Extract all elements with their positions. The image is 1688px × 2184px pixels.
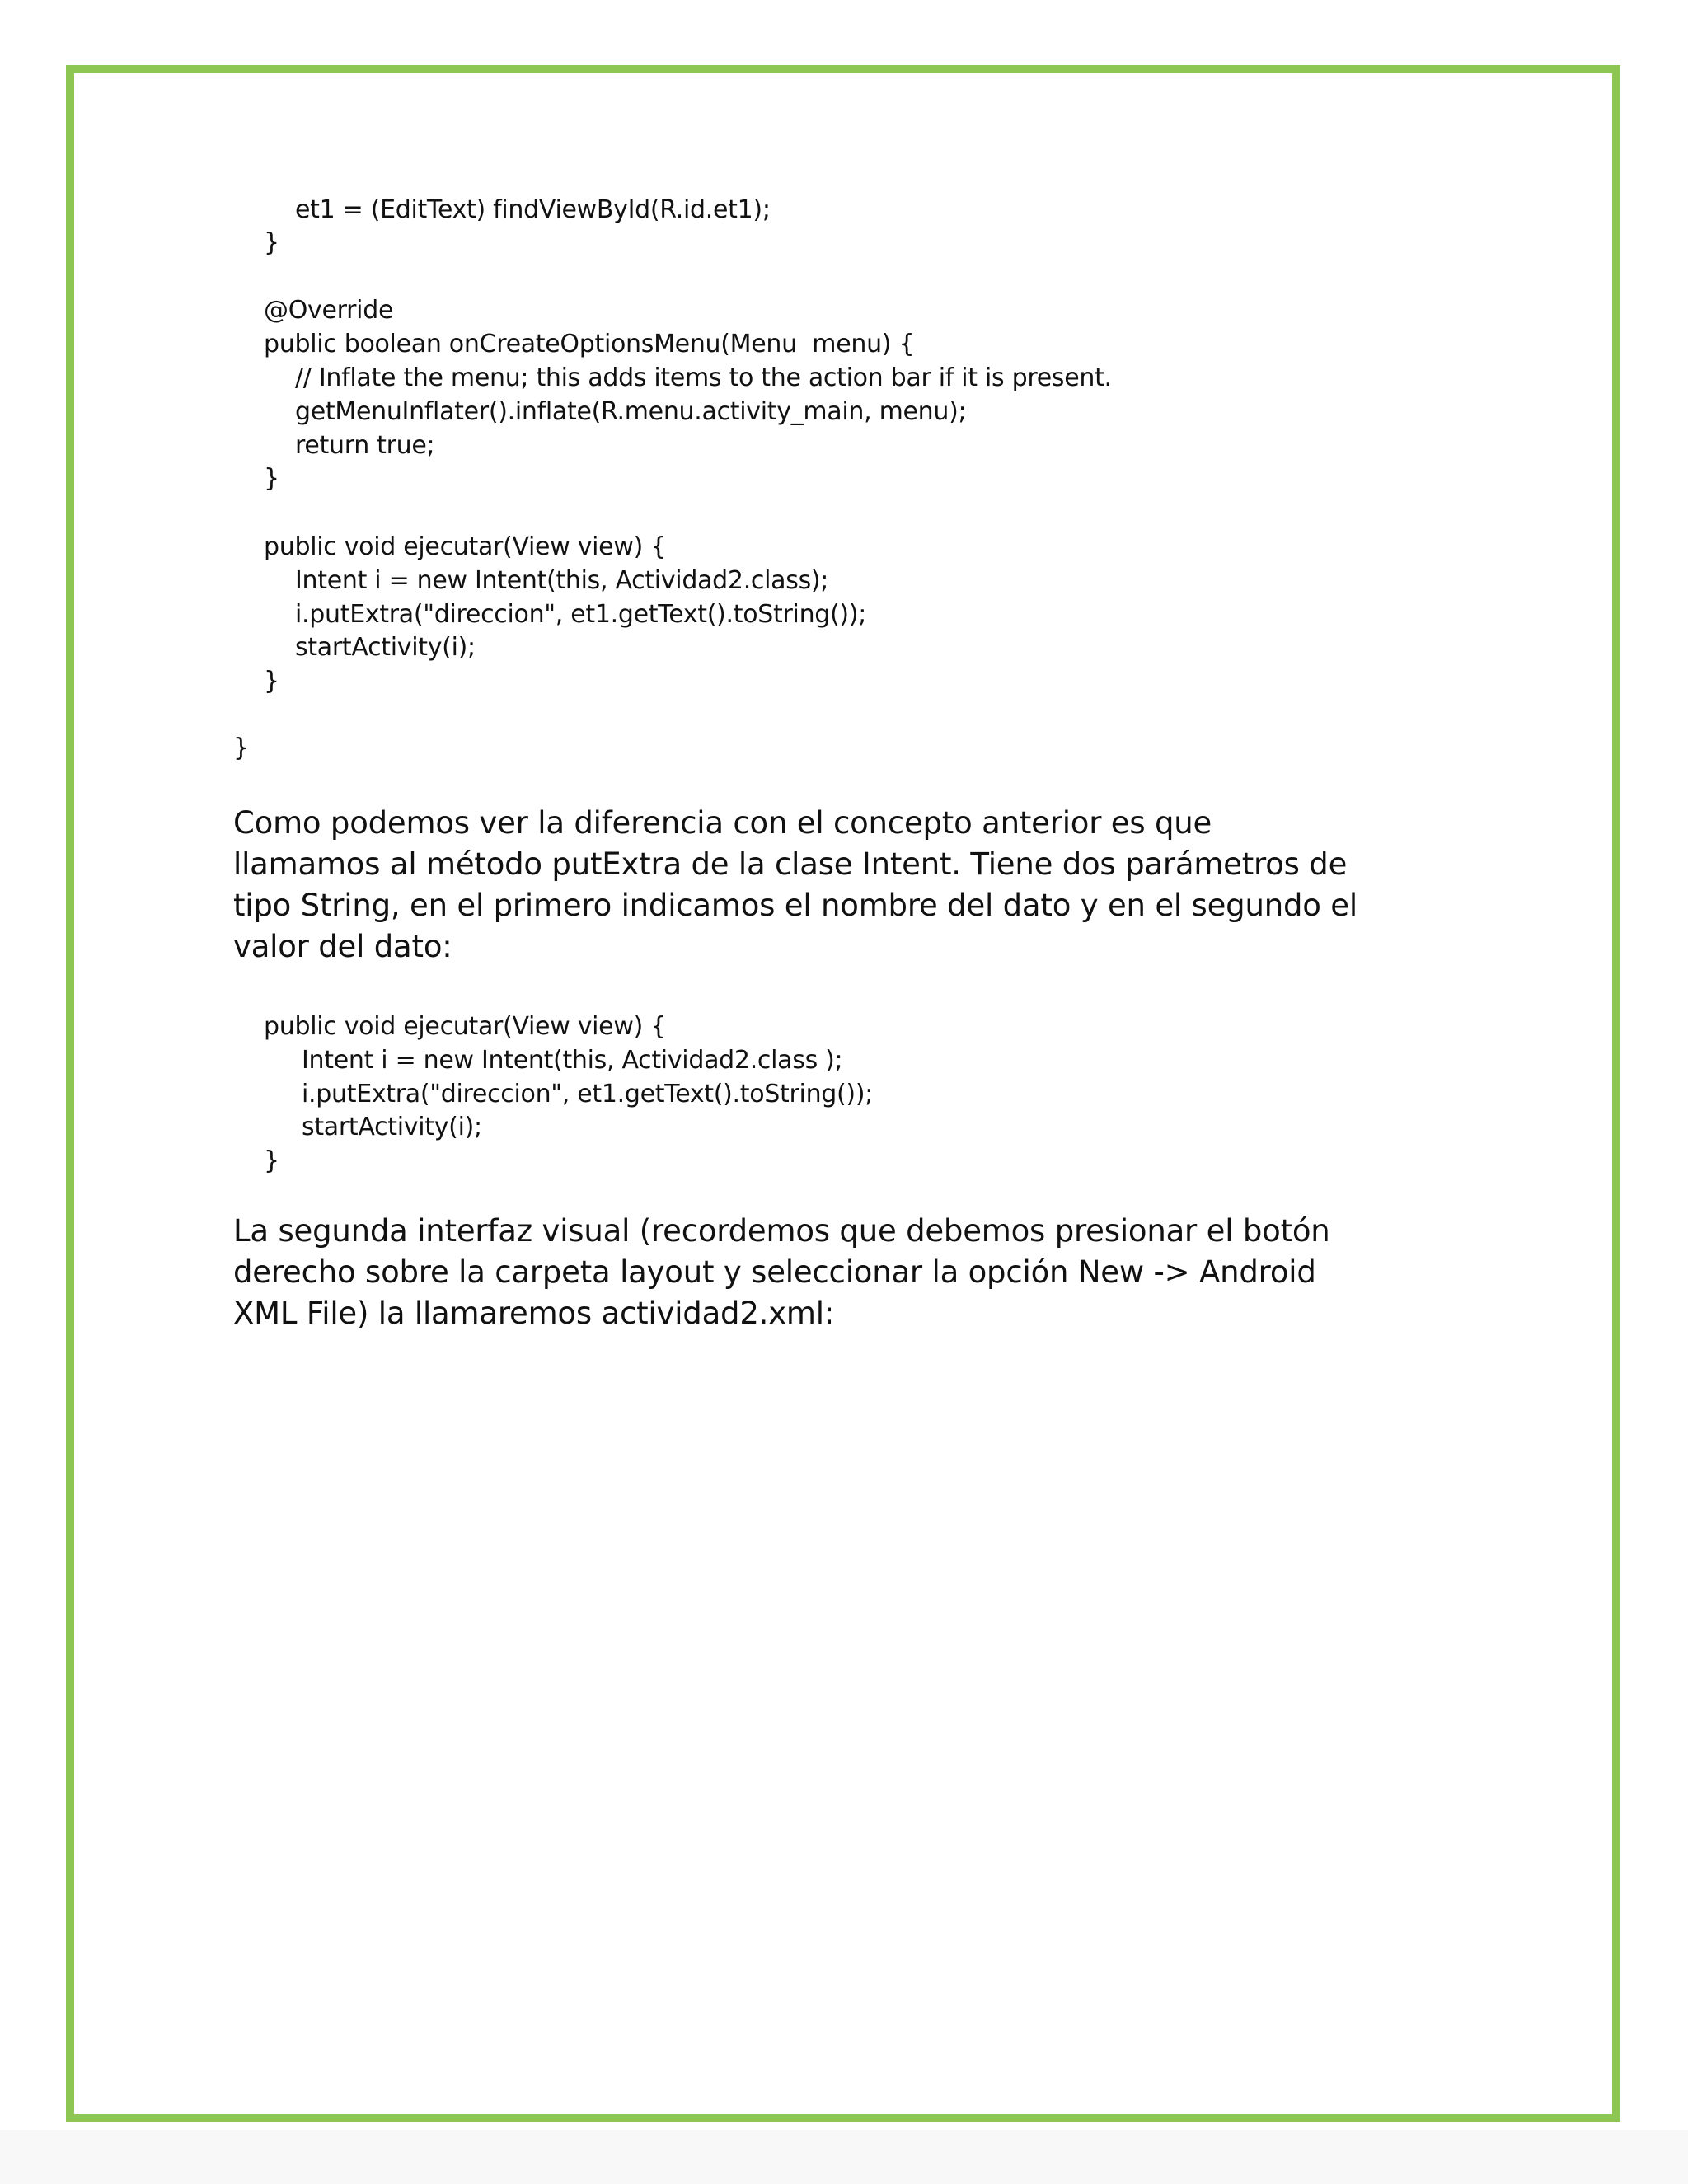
code-line: public boolean onCreateOptionsMenu(Menu menu) { [264, 330, 915, 359]
paragraph-line: derecho sobre la carpeta layout y seleccionar la opción New -> Android [233, 1254, 1316, 1290]
code-line: public void ejecutar(View view) { [264, 532, 667, 561]
code-line: } [233, 733, 249, 762]
code-line: startActivity(i); [295, 633, 476, 662]
code-line: } [264, 1146, 279, 1175]
code-line: } [264, 667, 279, 696]
paragraph-line: valor del dato: [233, 929, 452, 964]
page-bottom-margin [0, 2130, 1688, 2184]
paragraph-2 [233, 1211, 1453, 1334]
code-line: startActivity(i); [302, 1113, 482, 1141]
code-line: et1 = (EditText) findViewById(R.id.et1); [295, 195, 771, 224]
code-line: Intent i = new Intent(this, Actividad2.class); [295, 566, 829, 595]
paragraph-line: La segunda interfaz visual (recordemos que debemos presionar el botón [233, 1213, 1330, 1249]
code-line: getMenuInflater().inflate(R.menu.activity_main, menu); [295, 397, 967, 426]
code-line: i.putExtra("direccion", et1.getText().toString()); [295, 600, 867, 629]
code-line: return true; [295, 431, 435, 460]
code-line: } [264, 464, 279, 493]
code-line: } [264, 228, 279, 257]
page-frame [66, 65, 1620, 2122]
code-line: public void ejecutar(View view) { [264, 1012, 667, 1041]
paragraph-line: XML File) la llamaremos actividad2.xml: [233, 1296, 835, 1331]
paragraph-1 [233, 803, 1453, 968]
paragraph-line: Como podemos ver la diferencia con el concepto anterior es que [233, 805, 1212, 841]
code-line: i.putExtra("direccion", et1.getText().toString()); [302, 1080, 874, 1108]
code-line: // Inflate the menu; this adds items to the action bar if it is present. [295, 363, 1112, 392]
code-line: Intent i = new Intent(this, Actividad2.class ); [302, 1046, 843, 1075]
code-line: @Override [264, 296, 394, 325]
paragraph-line: tipo String, en el primero indicamos el nombre del dato y en el segundo el [233, 888, 1357, 923]
paragraph-line: llamamos al método putExtra de la clase Intent. Tiene dos parámetros de [233, 846, 1348, 882]
